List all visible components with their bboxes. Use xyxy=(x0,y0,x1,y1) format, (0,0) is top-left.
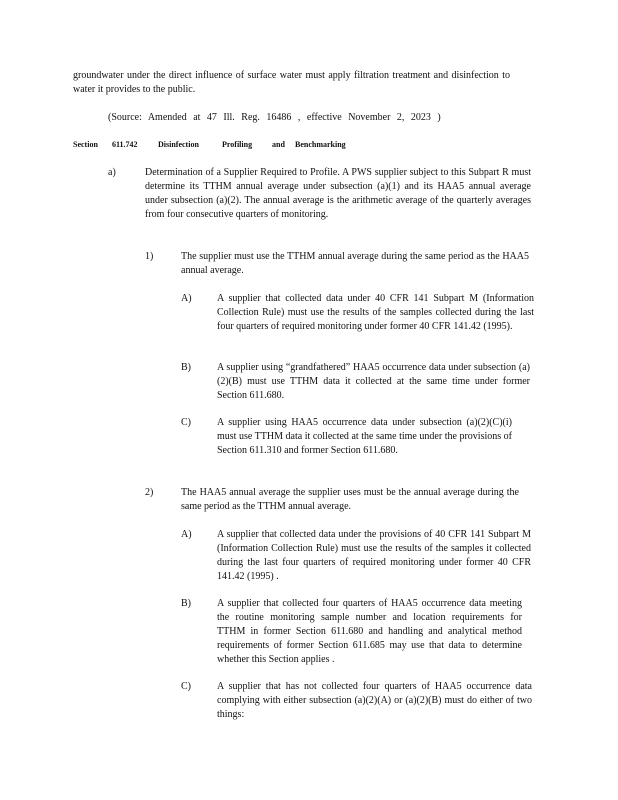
item-1-B-text: A supplier using “grandfathered” HAA5 occurrence data under subsection (a)(2)(B) must use TTHM data it collected at the same time under former Section 611.680. xyxy=(217,362,530,401)
item-1-C-label: C) xyxy=(181,417,191,428)
subsection-a-label: a) xyxy=(108,167,116,178)
item-2-B-label: B) xyxy=(181,598,191,609)
intro-paragraph: groundwater under the direct influence of surface water must apply filtration treatment and disinfection to water it provides to the public. xyxy=(73,70,510,95)
item-2-C-label: C) xyxy=(181,681,191,692)
section-heading xyxy=(0,140,618,154)
item-1-label: 1) xyxy=(145,251,154,262)
item-1-text: The supplier must use the TTHM annual average during the same period as the HAA5 annual average. xyxy=(181,251,529,276)
item-2-A-label: A) xyxy=(181,529,192,540)
item-2-A-text: A supplier that collected data under the provisions of 40 CFR 141 Subpart M (Information Collection Rule) must use the results of the samples it collected during the last four quarters of required monitoring under former 40 CFR 141.42 (1995) . xyxy=(217,529,531,582)
heading-word-disinfection: Disinfection xyxy=(158,140,199,149)
item-1-B-label: B) xyxy=(181,362,191,373)
item-2-B-text: A supplier that collected four quarters of HAA5 occurrence data meeting the routine monitoring sample number and location requirements for TTHM in former Section 611.680 and handling and analytical method requirements of former Section 611.685 may use that data to determine whether this Section applies . xyxy=(217,598,522,665)
heading-word-and: and xyxy=(272,140,285,149)
item-1-C-text: A supplier using HAA5 occurrence data under subsection (a)(2)(C)(i) must use TTHM data it collected at the same time under the provisions of Section 611.310 and former Section 611.680. xyxy=(217,417,512,456)
section-word: Section xyxy=(73,140,98,149)
item-2-text: The HAA5 annual average the supplier uses must be the annual average during the same period as the TTHM annual average. xyxy=(181,487,519,512)
item-2-C-text: A supplier that has not collected four quarters of HAA5 occurrence data complying with either subsection (a)(2)(A) or (a)(2)(B) must do either of two things: xyxy=(217,681,532,720)
item-1-A-text: A supplier that collected data under 40 CFR 141 Subpart M (Information Collection Rule) must use the results of the samples collected during the last four quarters of required monitoring under former 40 CFR 141.42 (1995). xyxy=(217,293,534,332)
source-note: (Source: Amended at 47 Ill. Reg. 16486 , effective November 2, 2023 ) xyxy=(108,112,441,123)
heading-word-benchmarking: Benchmarking xyxy=(295,140,346,149)
heading-word-profiling: Profiling xyxy=(222,140,253,149)
item-1-A-label: A) xyxy=(181,293,192,304)
section-number: 611.742 xyxy=(112,140,138,149)
item-2-label: 2) xyxy=(145,487,154,498)
subsection-a-text: Determination of a Supplier Required to Profile. A PWS supplier subject to this Subpart R must determine its TTHM annual average under subsection (a)(1) and its HAA5 annual average under subsection (a)(2). The annual average is the arithmetic average of the quarterly averages from four consecutive quarters of monitoring. xyxy=(145,167,531,220)
